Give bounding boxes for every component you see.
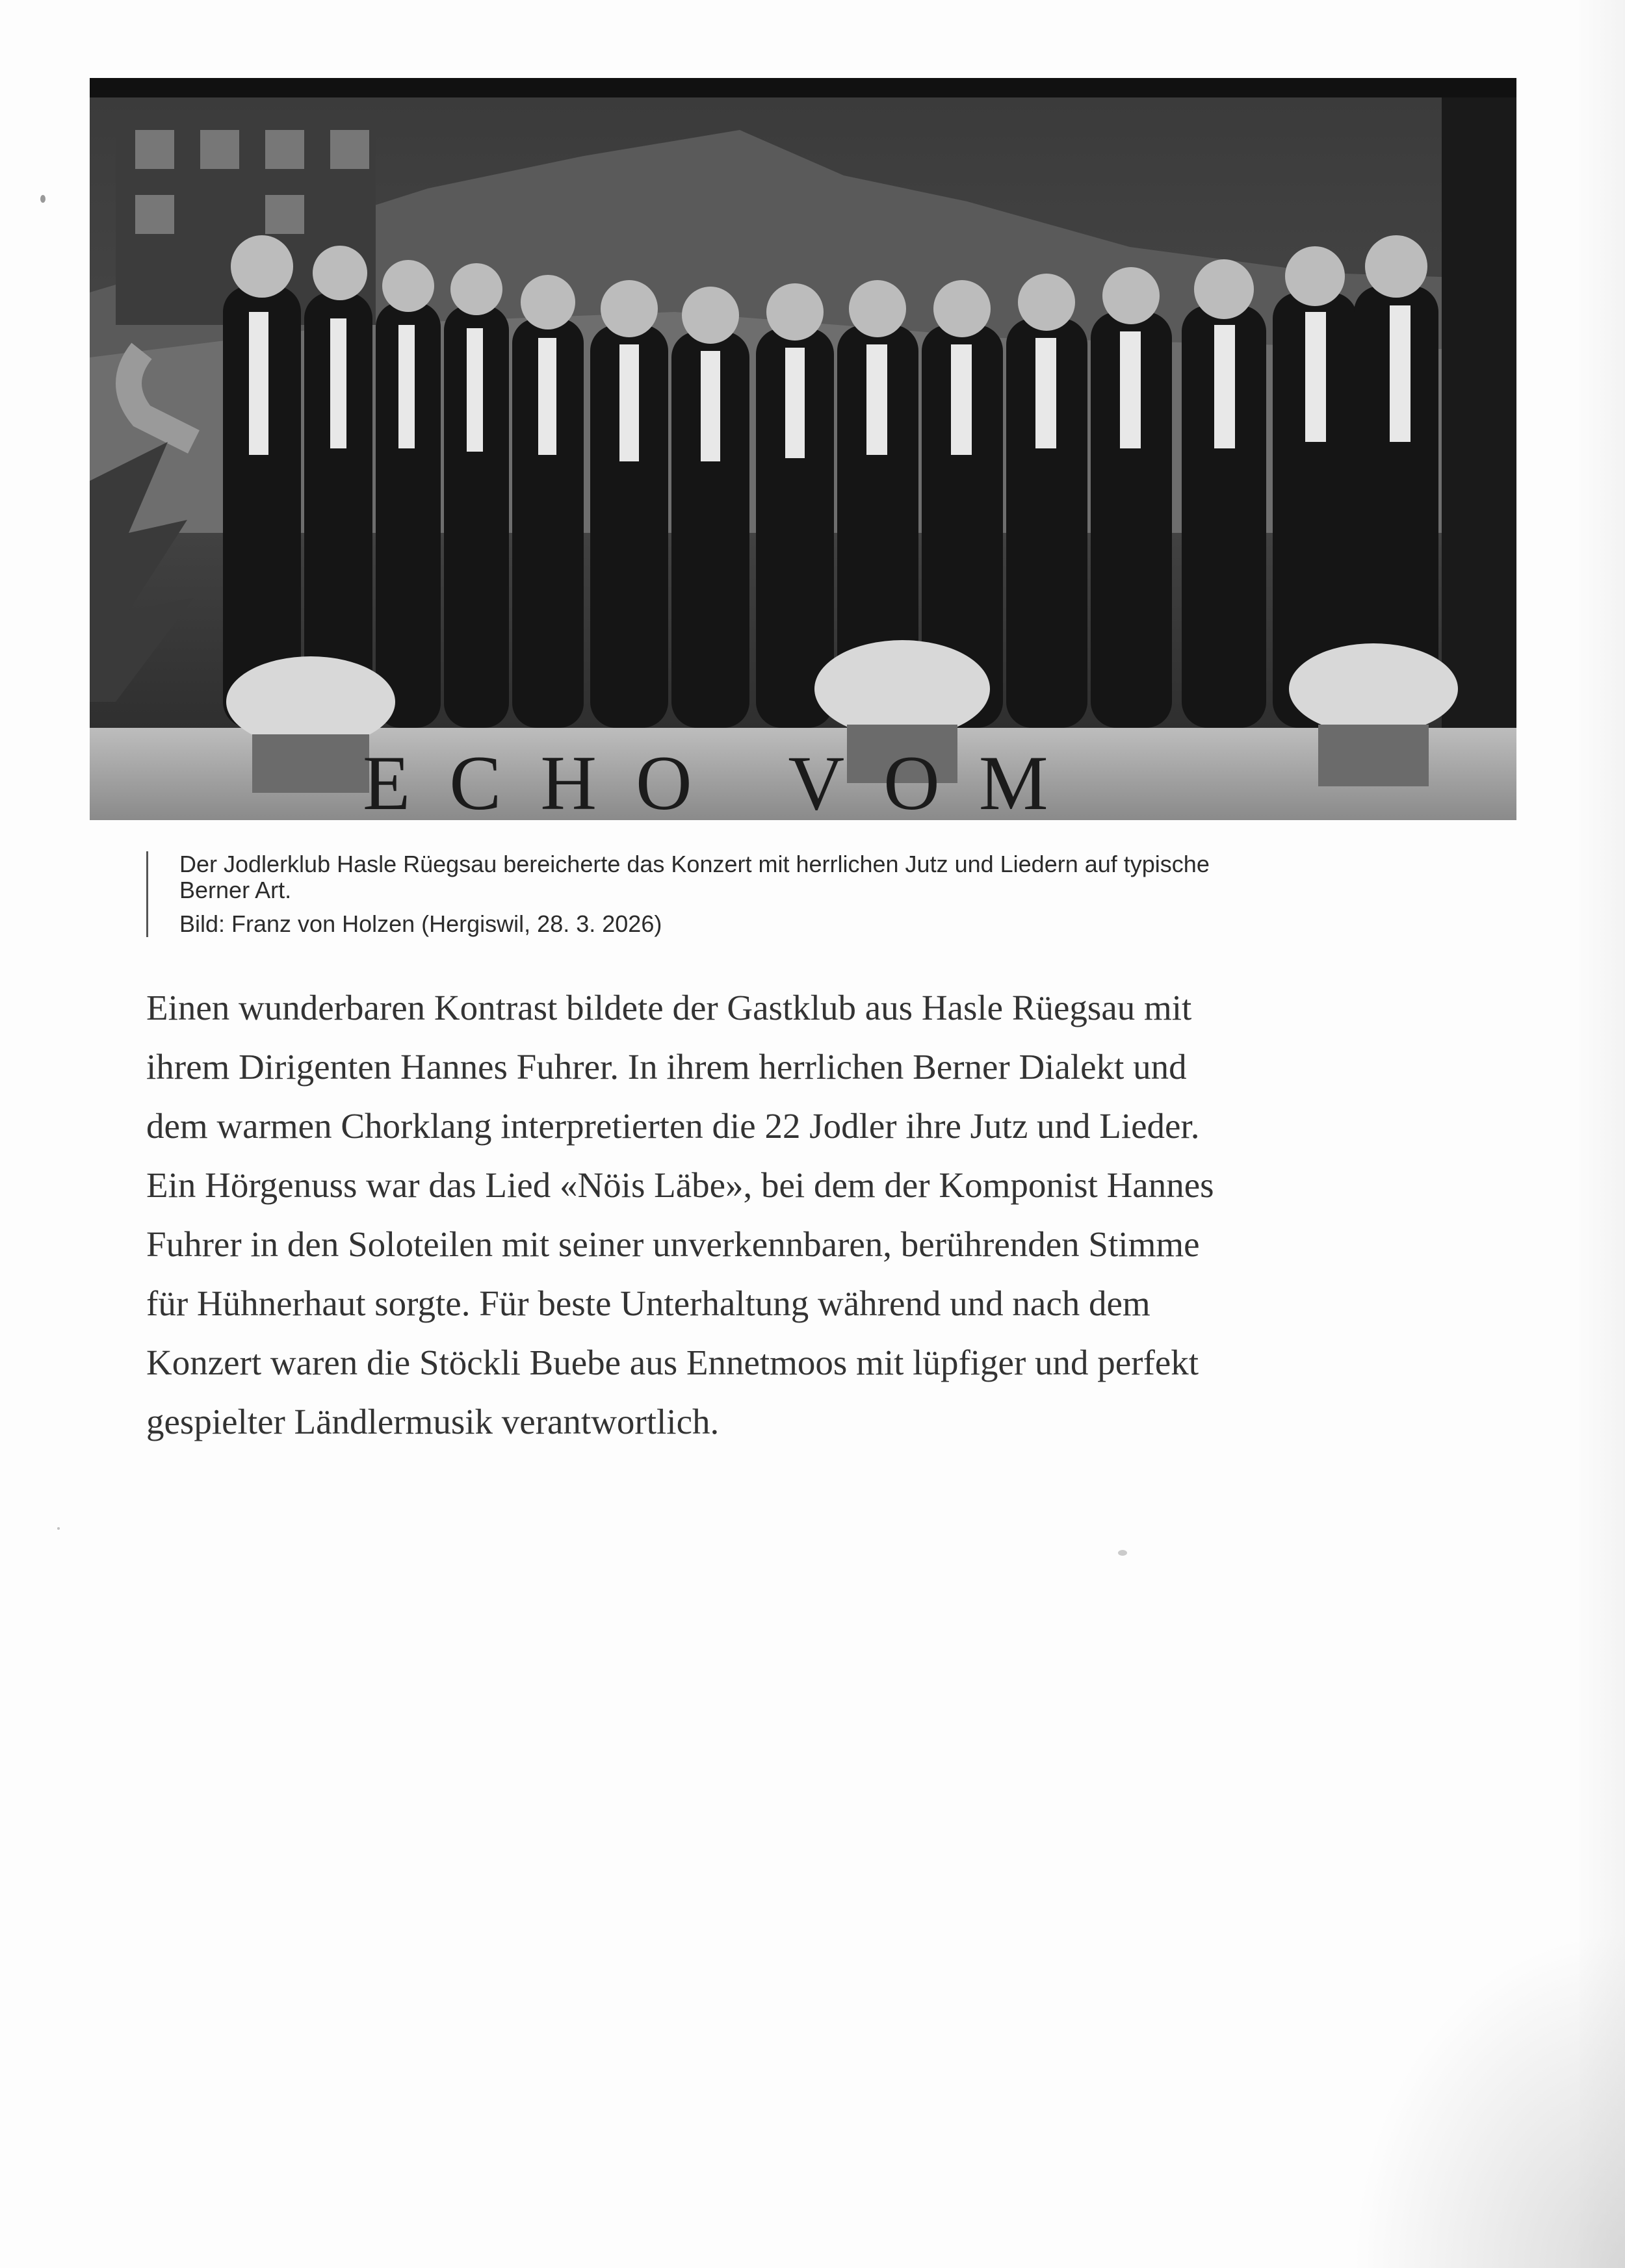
article-line: Ein Hörgenuss war das Lied «Nöis Läbe», bei dem der Komponist Hannes <box>146 1165 1214 1205</box>
photo-banner-text: ECHO VOM <box>363 740 1087 820</box>
scan-shadow <box>1352 1930 1625 2268</box>
article-line: gespielter Ländlermusik verantwortlich. <box>146 1402 720 1441</box>
article-line: Konzert waren die Stöckli Buebe aus Ennetmoos mit lüpfiger und perfekt <box>146 1343 1199 1382</box>
paper-edge <box>1580 0 1625 2268</box>
article-body <box>146 978 1466 1451</box>
scan-speck <box>57 1527 60 1530</box>
scan-speck <box>40 195 46 203</box>
caption-line-1: Der Jodlerklub Hasle Rüegsau bereicherte das Konzert mit herrlichen Jutz und Liedern auf typische <box>179 851 1210 877</box>
article-line: Fuhrer in den Soloteilen mit seiner unverkennbaren, berührenden Stimme <box>146 1224 1200 1264</box>
scan-speck <box>1118 1550 1127 1556</box>
photo-credit: Bild: Franz von Holzen (Hergiswil, 28. 3. 2026) <box>179 910 662 937</box>
article-line: Einen wunderbaren Kontrast bildete der Gastklub aus Hasle Rüegsau mit <box>146 988 1192 1027</box>
article-line: ihrem Dirigenten Hannes Fuhrer. In ihrem herrlichen Berner Dialekt und <box>146 1047 1187 1087</box>
article-line: dem warmen Chorklang interpretierten die 22 Jodler ihre Jutz und Lieder. <box>146 1106 1200 1146</box>
caption-line-2: Berner Art. <box>179 877 292 903</box>
photo-caption <box>146 851 1492 937</box>
choir-photo-illustration <box>90 78 1516 820</box>
article-line: für Hühnerhaut sorgte. Für beste Unterhaltung während und nach dem <box>146 1283 1150 1323</box>
choir-photo <box>90 78 1516 820</box>
